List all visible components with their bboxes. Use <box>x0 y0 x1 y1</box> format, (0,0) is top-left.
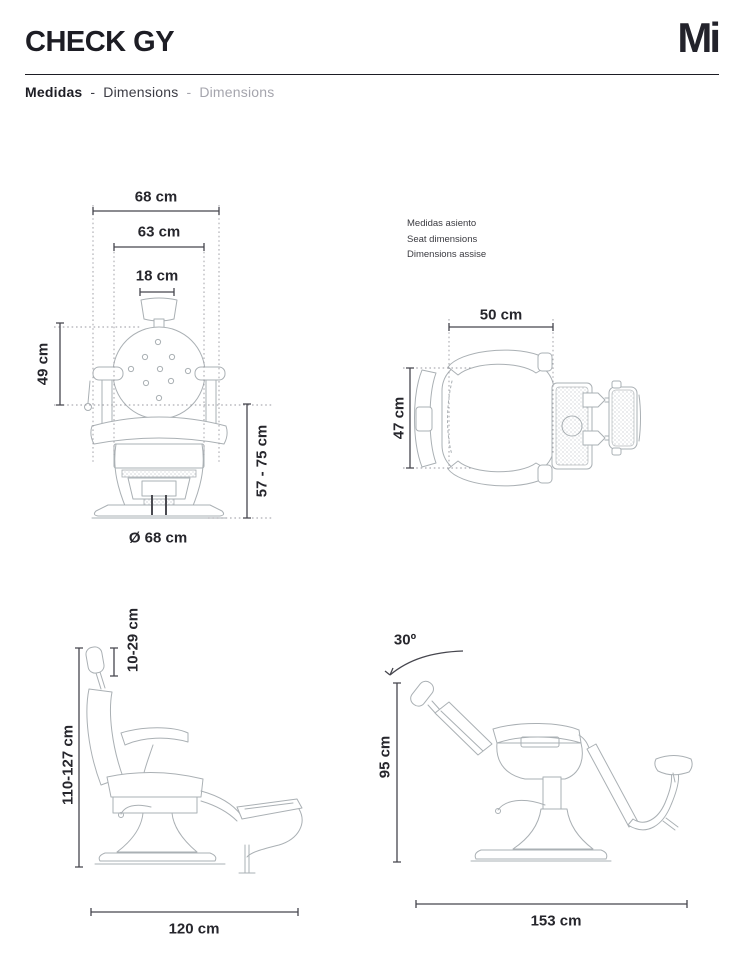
dim-base-diameter: Ø 68 cm <box>128 529 188 547</box>
dim-backrest-width: 63 cm <box>137 223 181 241</box>
subtitle-separator: - <box>90 84 96 100</box>
subtitle-medidas: Medidas <box>25 84 83 100</box>
note-en: Seat dimensions <box>407 233 478 245</box>
page-title: CHECK GY <box>25 26 175 58</box>
header-divider <box>25 74 719 75</box>
figure-reclined-view <box>375 625 705 935</box>
dim-headrest-travel: 10-29 cm <box>124 607 142 673</box>
subtitle-dimensions-en: Dimensions <box>103 84 179 100</box>
dim-overall-width: 68 cm <box>134 188 178 206</box>
dim-reclined-height: 95 cm <box>376 735 394 779</box>
note-fr: Dimensions assise <box>407 249 487 260</box>
subtitle-dimensions-fr: Dimensions <box>199 84 275 100</box>
dim-backrest-height: 49 cm <box>34 342 52 386</box>
subtitle-separator: - <box>186 84 192 100</box>
subtitle <box>25 84 274 100</box>
dim-overall-length: 120 cm <box>168 920 220 938</box>
dim-headrest-width: 18 cm <box>135 267 179 285</box>
dim-recline-angle: 30º <box>393 631 417 649</box>
front-view-drawing <box>30 185 300 560</box>
figure-front-view <box>30 185 300 560</box>
seat-dimension-notes <box>407 216 486 263</box>
dim-overall-height-range: 110-127 cm <box>59 724 77 806</box>
side-view-drawing <box>55 595 305 950</box>
brand-logo: Mi <box>677 14 718 61</box>
dim-seat-width: 50 cm <box>479 306 523 324</box>
dim-reclined-length: 153 cm <box>530 912 582 930</box>
figure-side-view <box>55 595 305 950</box>
figure-top-view <box>390 215 705 500</box>
dim-seat-depth: 47 cm <box>390 396 408 440</box>
reclined-view-drawing <box>375 625 705 935</box>
dim-seat-height-range: 57 - 75 cm <box>253 424 271 498</box>
note-es: Medidas asiento <box>407 218 477 229</box>
